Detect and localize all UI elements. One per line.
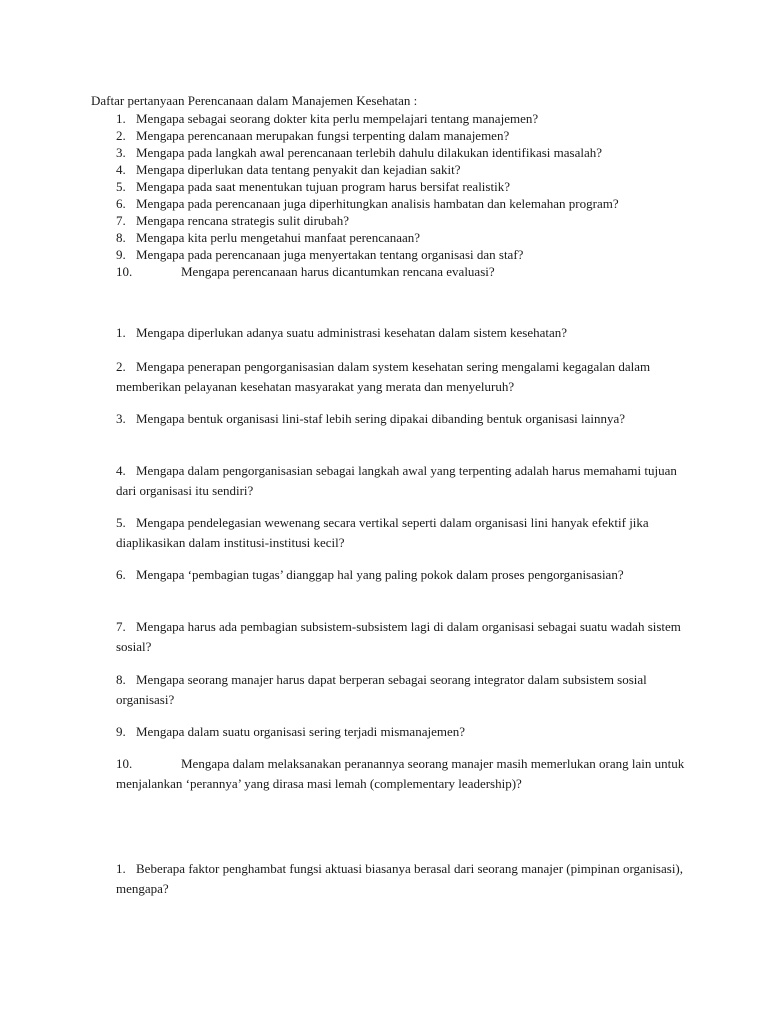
item-number: 1.	[116, 325, 126, 340]
item-number: 3.	[116, 411, 126, 426]
item-text: Beberapa faktor penghambat fungsi aktuasi biasanya berasal dari seorang manajer (pimpinan organisasi), mengapa?	[116, 861, 684, 896]
list-item	[116, 461, 686, 501]
list-item	[116, 161, 678, 178]
item-text: Mengapa dalam suatu organisasi sering terjadi mismanajemen?	[136, 724, 465, 739]
item-text: Mengapa dalam pengorganisasian sebagai langkah awal yang terpenting adalah harus memahami tujuan dari organisasi itu sendiri?	[116, 463, 677, 498]
item-number: 7.	[116, 619, 126, 634]
list-item	[116, 178, 678, 195]
list-item	[116, 323, 686, 343]
list-item	[116, 229, 678, 246]
item-text: Mengapa rencana strategis sulit dirubah?	[136, 213, 349, 228]
item-number: 9.	[116, 247, 126, 262]
item-number: 1.	[116, 111, 126, 126]
item-text: Mengapa sebagai seorang dokter kita perlu mempelajari tentang manajemen?	[136, 111, 539, 126]
item-number: 6.	[116, 196, 126, 211]
item-number: 8.	[116, 230, 126, 245]
item-text: Mengapa bentuk organisasi lini-staf lebih sering dipakai dibanding bentuk organisasi lainnya?	[136, 411, 626, 426]
item-text: Mengapa ‘pembagian tugas’ dianggap hal yang paling pokok dalam proses pengorganisasian?	[136, 567, 624, 582]
item-number: 4.	[116, 463, 126, 478]
item-number: 6.	[116, 567, 126, 582]
item-number: 3.	[116, 145, 126, 160]
item-number: 2.	[116, 128, 126, 143]
item-text: Mengapa diperlukan data tentang penyakit dan kejadian sakit?	[136, 162, 461, 177]
item-text: Mengapa perencanaan harus dicantumkan rencana evaluasi?	[181, 264, 495, 279]
list-item	[116, 513, 686, 553]
item-text: Mengapa harus ada pembagian subsistem-subsistem lagi di dalam organisasi sebagai suatu wadah sistem sosial?	[116, 619, 681, 654]
list-item	[116, 357, 686, 397]
list-item	[116, 754, 686, 794]
list-item	[116, 409, 686, 429]
item-text: Mengapa pada perencanaan juga menyertakan tentang organisasi dan staf?	[136, 247, 524, 262]
item-text: Mengapa pada langkah awal perencanaan terlebih dahulu dilakukan identifikasi masalah?	[136, 145, 603, 160]
item-text: Mengapa pada perencanaan juga diperhitungkan analisis hambatan dan kelemahan program?	[136, 196, 619, 211]
item-number: 4.	[116, 162, 126, 177]
list-item	[116, 722, 686, 742]
item-text: Mengapa penerapan pengorganisasian dalam system kesehatan sering mengalami kegagalan dalam memberikan pelayanan kesehatan masyarakat yang merata dan menyeluruh?	[116, 359, 651, 394]
item-text: Mengapa seorang manajer harus dapat berperan sebagai seorang integrator dalam subsistem sosial organisasi?	[116, 672, 647, 707]
item-number: 10.	[116, 264, 133, 279]
item-number: 2.	[116, 359, 126, 374]
list-item	[116, 195, 678, 212]
item-text: Mengapa dalam melaksanakan peranannya seorang manajer masih memerlukan orang lain untuk menjalankan ‘perannya’ yang dirasa masi lemah (complementary leadership)?	[116, 756, 685, 791]
list-item	[116, 670, 686, 710]
list-item	[116, 127, 678, 144]
document-heading: Daftar pertanyaan Perencanaan dalam Manajemen Kesehatan :	[91, 93, 418, 108]
list-item	[116, 263, 678, 280]
item-number: 7.	[116, 213, 126, 228]
item-text: Mengapa diperlukan adanya suatu administrasi kesehatan dalam sistem kesehatan?	[136, 325, 568, 340]
item-number: 5.	[116, 515, 126, 530]
item-text: Mengapa kita perlu mengetahui manfaat perencanaan?	[136, 230, 421, 245]
list-item	[116, 617, 686, 657]
planning-question-list	[116, 110, 678, 280]
list-item	[116, 212, 678, 229]
list-item	[116, 565, 686, 585]
item-number: 5.	[116, 179, 126, 194]
item-number: 10.	[116, 756, 133, 771]
list-item	[116, 246, 678, 263]
item-text: Mengapa pendelegasian wewenang secara vertikal seperti dalam organisasi lini hanyak efektif jika diaplikasikan dalam institusi-institusi kecil?	[116, 515, 649, 550]
item-number: 9.	[116, 724, 126, 739]
item-text: Mengapa pada saat menentukan tujuan program harus bersifat realistik?	[136, 179, 510, 194]
item-text: Mengapa perencanaan merupakan fungsi terpenting dalam manajemen?	[136, 128, 510, 143]
item-number: 1.	[116, 861, 126, 876]
list-item	[116, 144, 678, 161]
item-number: 8.	[116, 672, 126, 687]
list-item	[116, 110, 678, 127]
list-item	[116, 859, 686, 899]
